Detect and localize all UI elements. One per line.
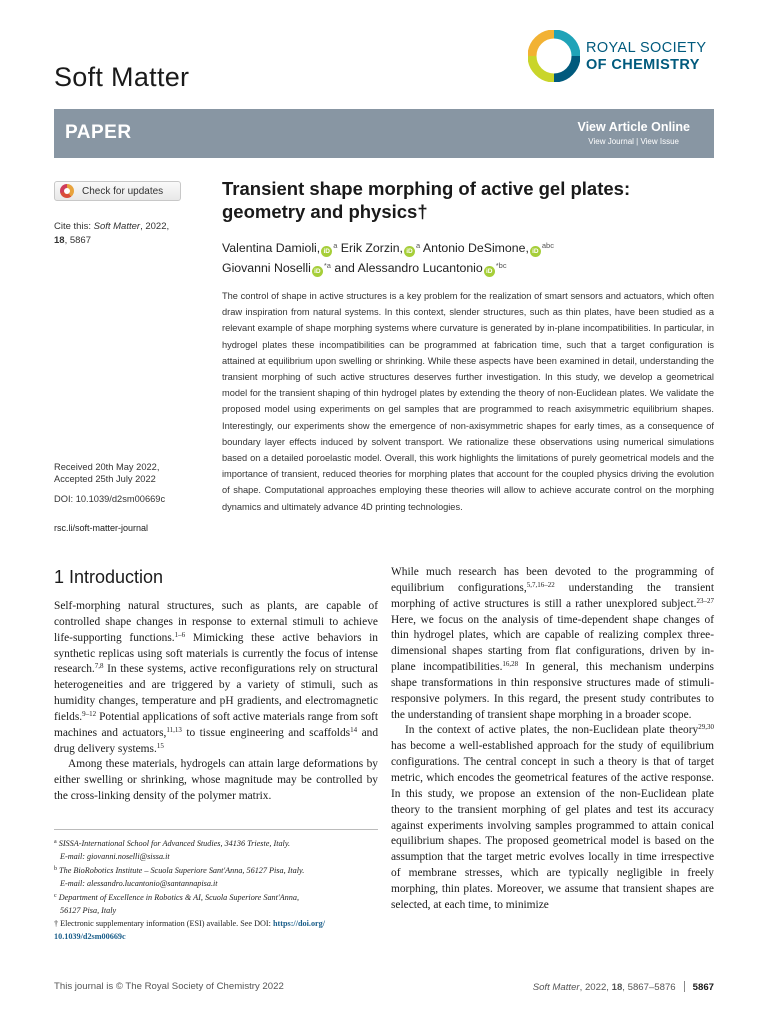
orcid-icon[interactable]: iD <box>484 266 495 277</box>
text: Potential applications of soft active materials range from soft machines and actuators, <box>54 710 378 739</box>
paragraph <box>54 599 378 757</box>
footnote-affiliation-c-cont: 56127 Pisa, Italy <box>60 906 117 916</box>
check-for-updates-button[interactable] <box>54 181 181 201</box>
footnote-affiliation-b <box>54 863 378 877</box>
orcid-icon[interactable]: iD <box>530 246 541 257</box>
text: While much research has been devoted to the programming of equilibrium configurations, <box>391 566 714 594</box>
rsc-logo[interactable] <box>528 30 714 84</box>
cite-year: , 2022, <box>140 221 170 232</box>
cite-volume: 18 <box>54 234 65 246</box>
view-article-online-link[interactable]: View Article Online <box>577 120 690 134</box>
author-2[interactable]: Erik Zorzin, <box>340 241 403 255</box>
author-4-affil: *a <box>323 261 331 270</box>
text: Here, we focus on the analysis of time-dependent shape changes of thin hydrogel plates, which are capable of realizing complex three-dimensional shapes starting from flat configurations, driven by in-plane incompatibilities. <box>391 613 714 674</box>
article-title: Transient shape morphing of active gel plates: geometry and physics† <box>222 178 631 222</box>
cite-journal: Soft Matter <box>93 221 141 232</box>
rsc-logo-text <box>586 40 706 74</box>
footnote-affiliation-a <box>54 836 378 850</box>
footnote-marker: b <box>54 866 57 873</box>
reference[interactable]: 23–27 <box>696 596 714 605</box>
reference[interactable]: 14 <box>350 725 358 734</box>
text: Department of Excellence in Robotics & AI, Scuola Superiore Sant'Anna, <box>56 893 299 903</box>
text: understanding the transient morphing of active structures is still a rather unexplored subject. <box>391 581 714 610</box>
check-updates-icon <box>60 184 74 198</box>
rsc-logo-line2: OF CHEMISTRY <box>586 57 700 73</box>
author-3[interactable]: Antonio DeSimone, <box>422 241 529 255</box>
author-2-affil: a <box>415 241 421 250</box>
author-5[interactable]: and Alessandro Lucantonio <box>334 261 483 275</box>
author-1-affil: a <box>333 241 338 250</box>
reference[interactable]: 7,8 <box>94 662 104 671</box>
check-updates-label: Check for updates <box>82 185 164 197</box>
text: has become a well-established approach for the study of equilibrium configurations. The central concept in such a theory is that of target metric, which encodes the geometrical features of the active response. In this study, we propose an extension of the non-Euclidean plate theory to the transient morphing of gel plates and test its accuracy against experiments involving samples programmed to attain conical equilibrium shapes. The proposed geometrical model is based on the assumption that the target metric evolves locally in time irrespective of membrane stresses, which are typically negligible in freely morphing, thin plates. Moreover, we assume that transient shapes are selected, at each time, to minimize <box>391 740 714 911</box>
paragraph: Among these materials, hydrogels can attain large deformations by either swelling or shrinking, whose magnitude may be controlled by the cross-linking density of the polymer matrix. <box>54 758 378 803</box>
footer-citation <box>500 981 714 993</box>
cite-prefix: Cite this: <box>54 221 94 232</box>
reference[interactable]: 15 <box>156 741 164 750</box>
paragraph <box>391 723 714 913</box>
text: and drug delivery systems. <box>54 726 379 755</box>
text: to tissue engineering and scaffolds <box>181 726 351 739</box>
abstract: The control of shape in active structures is a key problem for the realization of smart sensors and actuators, which often draw inspiration from natural systems. In this context, slender structures, such as thin plates, have been studied as a relevant example of shape morphing systems where curvature is generated by in-plane incompatibilities. In particular, in hydrogel plates these incompatibilities can be programmed at fabrication time, such that a target configuration is attained at equilibrium upon swelling or shrinking. While these aspects have been examined in detail, understanding the transient morphing of such active structures deserves further investigation. In this study, we develop a geometrical model for the transient shaping of thin hydrogel plates by extending the theory of non-Euclidean plates. We validate the proposed model using experiments on gel samples that are programmed to reach axisymmetric equilibrium shapes. Interestingly, our experiments show the emergence of non-axisymmetric shapes for early times, as a consequence of boundary layer effects induced by solvent transport. We rationalize these observations using numerical simulations based on a detailed poroelastic model. Overall, this work highlights the limitations of purely geometrical models and the importance of transient, reduced theories for morphing plates that account for the coupled physics driving the evolution of shape. Computational approaches employing these theories will allow to achieve accurate control on the morphing dynamics and ultimately advance 4D printing technologies. <box>222 291 714 512</box>
author-5-affil: *bc <box>495 261 507 270</box>
reference[interactable]: 16,28 <box>502 660 519 669</box>
cite-this <box>54 220 204 247</box>
paragraph <box>391 565 714 723</box>
author-4[interactable]: Giovanni Noselli <box>222 261 311 275</box>
footnote-marker: a <box>54 839 57 845</box>
esi-doi-link[interactable]: https://doi.org/ <box>272 919 326 929</box>
page-number: 5867 <box>692 982 714 993</box>
body-column-right <box>391 565 714 914</box>
footer-copyright: This journal is © The Royal Society of Chemistry 2022 <box>54 981 284 992</box>
text: Self-morphing natural structures, such as plants, are capable of controlled shape changes in response to external stimuli to achieve life-supporting functions. <box>54 600 378 644</box>
reference[interactable]: 29,30 <box>698 723 714 732</box>
text: SISSA-International School for Advanced Studies, 34136 Trieste, Italy. <box>56 839 291 848</box>
footnote-esi <box>54 917 378 943</box>
reference[interactable]: 5,7,16–22 <box>526 580 555 589</box>
cite-pages: , 5867 <box>64 234 91 246</box>
footer-volume: 18 <box>611 982 623 993</box>
accepted-date: Accepted 25th July 2022 <box>54 474 156 484</box>
author-3-affil: abc <box>541 241 554 250</box>
reference[interactable]: 1–6 <box>174 630 186 639</box>
footnote-divider <box>54 829 378 830</box>
rsc-logo-line1: ROYAL SOCIETY <box>586 40 707 56</box>
paper-type-label: PAPER <box>65 122 132 143</box>
author-1[interactable]: Valentina Damioli, <box>222 241 321 255</box>
footer-pages: , 5867–5876 <box>622 982 676 993</box>
text: † Electronic supplementary information (ESI) available. See DOI: <box>54 919 273 929</box>
footer-year: , 2022, <box>579 982 612 993</box>
journal-link[interactable]: rsc.li/soft-matter-journal <box>54 523 149 533</box>
text: The BioRobotics Institute – Scuola Superiore Sant'Anna, 56127 Pisa, Italy. <box>57 866 305 876</box>
received-date: Received 20th May 2022, <box>54 462 160 472</box>
footnote-email-a[interactable]: E-mail: giovanni.noselli@sissa.it <box>60 852 170 862</box>
section-heading-introduction: 1 Introduction <box>54 567 164 587</box>
text: Mimicking these active behaviors in synthetic replicas using soft materials is currently the focus of intense research. <box>54 631 378 676</box>
view-journal-issue-links[interactable]: View Journal | View Issue <box>588 137 679 146</box>
rsc-ring-icon <box>528 30 580 82</box>
journal-title: Soft Matter <box>54 62 190 92</box>
orcid-icon[interactable]: iD <box>404 246 415 257</box>
footnote-affiliation-c <box>54 890 378 904</box>
author-list <box>222 237 712 277</box>
received-dates <box>54 461 214 485</box>
doi: DOI: 10.1039/d2sm00669c <box>54 494 166 504</box>
footnote-email-b[interactable]: E-mail: alessandro.lucantonio@santannapisa.it <box>60 879 218 889</box>
text: In general, this mechanism underpins shape transformations in thin responsive structures made of stimuli-responsive polymers. In this regard, the present study contributes to the understanding of transient shape morphing in a broader scope. <box>391 661 714 721</box>
footer-separator <box>684 981 685 992</box>
reference[interactable]: 9–12 <box>82 709 97 718</box>
paper-banner <box>54 109 714 158</box>
esi-doi-link-cont[interactable]: 10.1039/d2sm00669c <box>54 932 126 942</box>
footer-journal: Soft Matter <box>532 982 580 993</box>
body-column-left <box>54 599 378 805</box>
footnotes <box>54 836 378 943</box>
text: In these systems, active reconfigurations rely on structural heterogeneities and are triggered by a variety of stimuli, such as humidity changes, temperature and pH gradients, and electromagnetic fields. <box>54 663 378 723</box>
orcid-icon[interactable]: iD <box>321 246 332 257</box>
text: In the context of active plates, the non-Euclidean plate theory <box>405 724 699 737</box>
reference[interactable]: 11,13 <box>166 725 182 734</box>
footnote-marker: c <box>54 893 57 900</box>
orcid-icon[interactable]: iD <box>312 266 323 277</box>
